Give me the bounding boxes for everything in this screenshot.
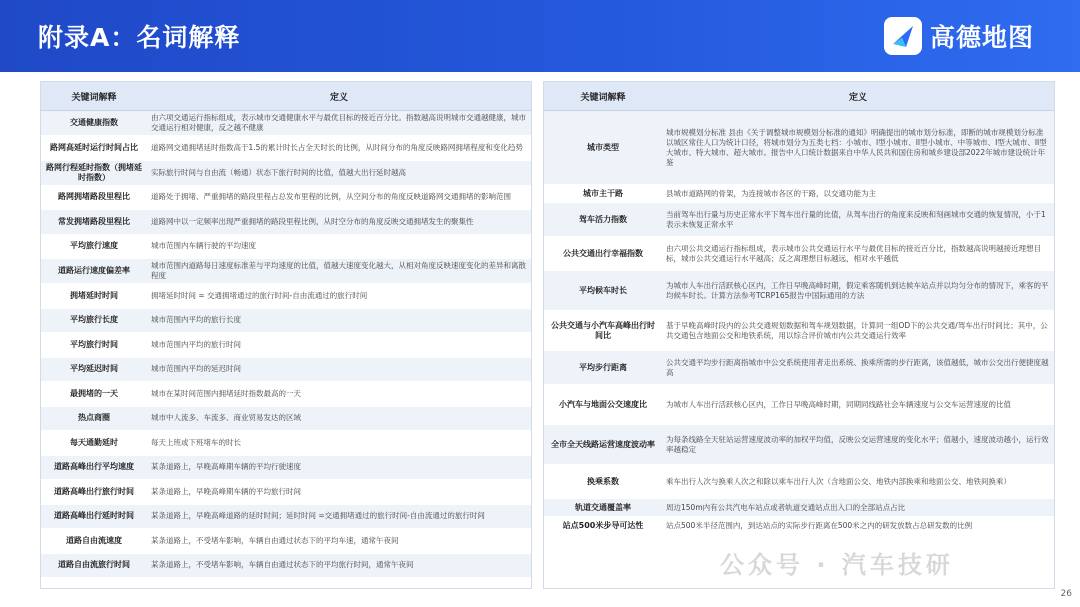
glossary-table-right	[543, 81, 1055, 589]
term-cell: 驾车活力指数	[544, 203, 662, 237]
table-row	[41, 455, 531, 480]
column-header-definition: 定义	[662, 82, 1054, 111]
definition-cell: 城市在某时间范围内拥堵延时指数最高的一天	[147, 382, 531, 407]
table-row	[544, 237, 1054, 271]
table-row	[544, 311, 1054, 351]
definition-cell: 为城市人车出行活跃核心区内，工作日早晚高峰时期，假定乘客随机到达候车站点并以均匀分布的情况下，乘客的平均候车时长。计算方法参考TCRP165报告中国际通用的方法	[662, 271, 1054, 311]
table-row	[41, 357, 531, 382]
table-row	[544, 499, 1054, 517]
term-cell: 交通健康指数	[41, 111, 147, 136]
definition-cell: 为每条线路全天驻站运营速度波动率的加权平均值，反映公交运营速度的变化水平；值越小，速度波动越小，运行效率越稳定	[662, 425, 1054, 465]
term-cell: 站点500米步导可达性	[544, 517, 662, 535]
definition-cell: 实际旅行时间与自由流（畅通）状态下旅行时间的比值，值越大出行延时越高	[147, 160, 531, 185]
definition-cell: 城市规模划分标准 县由《关于调整城市规模划分标准的通知》明确提出的城市划分标准，即断的城市规模划分标准以城区常住人口为统计口径，将城市划分为五类七档：小城市、I型小城市、II型小城市、中等城市、I型大城市、II型大城市、特大城市、超大城市。报告中人口统计数据来自中华人民共和国住房和城乡建设部2022年城市建设统计年鉴	[662, 111, 1054, 185]
table-row	[41, 234, 531, 259]
term-cell: 城市类型	[544, 111, 662, 185]
definition-cell: 拥堵延时时间 = 交通拥堵通过的旅行时间-自由流通过的旅行时间	[147, 284, 531, 309]
definition-cell: 城市范围内平均的旅行长度	[147, 308, 531, 333]
definition-cell: 道路处于拥堵、严重拥堵的路段里程占总发布里程的比例，从空间分布的角度反映道路网交通拥堵的影响范围	[147, 185, 531, 210]
column-header-term: 关键词解释	[41, 82, 147, 111]
term-cell: 常发拥堵路段里程比	[41, 210, 147, 235]
column-header-definition: 定义	[147, 82, 531, 111]
term-cell: 道路自由流旅行时间	[41, 553, 147, 578]
table-row	[41, 185, 531, 210]
definition-cell: 当前驾车出行量与历史正常水平下驾车出行量的比值，从驾车出行的角度来反映和刻画城市交通的恢复情况，小于1表示未恢复正常水平	[662, 203, 1054, 237]
brand-logo	[884, 17, 1034, 55]
definition-cell: 道路网中以一定频率出现严重拥堵的路段里程比例，从时空分布的角度反映交通拥堵发生的聚集性	[147, 210, 531, 235]
brand-name: 高德地图	[930, 23, 1035, 52]
term-cell: 道路高峰出行延时时间	[41, 504, 147, 529]
term-cell: 平均旅行长度	[41, 308, 147, 333]
definition-cell: 每天上班或下班堵车的时长	[147, 431, 531, 456]
table-row	[544, 203, 1054, 237]
page-number: 26	[1060, 589, 1072, 599]
table-row	[544, 271, 1054, 311]
watermark: 公众号 · 汽车技研	[720, 551, 954, 579]
table-row	[41, 308, 531, 333]
term-cell: 平均旅行时间	[41, 333, 147, 358]
term-cell: 平均步行距离	[544, 351, 662, 385]
definition-cell: 城市中人流多、车流多、商业贸易发达的区域	[147, 406, 531, 431]
page-header	[0, 0, 1080, 72]
term-cell: 路网高延时运行时间占比	[41, 136, 147, 161]
definition-cell: 公共交通平均步行距离指城市中公交系统使用者走出系统、换乘所需的步行距离，该值越低，城市公交出行便捷度越高	[662, 351, 1054, 385]
term-cell: 平均候车时长	[544, 271, 662, 311]
table-row	[544, 111, 1054, 185]
term-cell: 平均旅行速度	[41, 234, 147, 259]
table-row	[41, 210, 531, 235]
definition-cell: 城市范围内平均的旅行时间	[147, 333, 531, 358]
table-row	[41, 333, 531, 358]
term-cell: 路网行程延时指数（拥堵延时指数）	[41, 160, 147, 185]
table-row	[544, 517, 1054, 535]
table-row	[41, 480, 531, 505]
definition-cell: 某条道路上，不受堵车影响，车辆自由通过状态下的平均车速，通常午夜间	[147, 529, 531, 554]
table-row	[41, 431, 531, 456]
term-cell: 全市全天线路运营速度波动率	[544, 425, 662, 465]
glossary-table-left	[40, 81, 532, 589]
term-cell: 公共交通出行幸福指数	[544, 237, 662, 271]
definition-cell: 某条道路上，早晚高峰期车辆的平均行驶速度	[147, 455, 531, 480]
definition-cell: 某条道路上，早晚高峰期车辆的平均旅行时间	[147, 480, 531, 505]
definition-cell: 城市范围内平均的延迟时间	[147, 357, 531, 382]
term-cell: 道路自由流速度	[41, 529, 147, 554]
page-title: 附录A：名词解释	[38, 23, 241, 52]
table-row	[41, 529, 531, 554]
term-cell: 拥堵延时时间	[41, 284, 147, 309]
table-row	[544, 425, 1054, 465]
definition-cell: 城市范围内车辆行驶的平均速度	[147, 234, 531, 259]
column-header-term: 关键词解释	[544, 82, 662, 111]
term-cell: 小汽车与地面公交速度比	[544, 385, 662, 425]
definition-cell: 某条道路上，早晚高峰道路的延时时间；延时时间 =交通拥堵通过的旅行时间-自由流通过的旅行时间	[147, 504, 531, 529]
table-row	[544, 351, 1054, 385]
table-row	[544, 185, 1054, 203]
definition-cell: 某条道路上，不受堵车影响，车辆自由通过状态下的平均旅行时间，通常午夜间	[147, 553, 531, 578]
definition-cell: 基于早晚高峰时段内的公共交通规划数据和驾车规划数据，计算同一组OD下的公共交通/驾车出行时间比；其中，公共交通包含地面公交和地铁系统，用以综合评价城市内公共交通运行效率	[662, 311, 1054, 351]
definition-cell: 站点500米半径范围内，到达站点的实际步行距离在500米之内的研发放数占总研发数的比例	[662, 517, 1054, 535]
definition-cell: 由六项公共交通运行指标组成，表示城市公共交通运行水平与最优目标的接近百分比，指数越高说明越接近理想目标，城市公共交通运行水平越高；反之离理想目标越远，相对水平越低	[662, 237, 1054, 271]
table-row	[41, 111, 531, 136]
definition-cell: 乘车出行人次与换乘人次之和除以乘车出行人次（含地面公交、地铁内部换乘和地面公交、地铁间换乘）	[662, 465, 1054, 499]
term-cell: 轨道交通覆盖率	[544, 499, 662, 517]
table-row	[41, 382, 531, 407]
table-row	[544, 465, 1054, 499]
amap-logo-icon	[884, 17, 922, 55]
definition-cell: 为城市人车出行活跃核心区内，工作日早晚高峰时期，同期同线路社会车辆速度与公交车运营速度的比值	[662, 385, 1054, 425]
table-row	[544, 385, 1054, 425]
definition-cell: 周边150m内有公共汽电车站点或者轨道交通站点出入口的全部站点占比	[662, 499, 1054, 517]
term-cell: 道路高峰出行平均速度	[41, 455, 147, 480]
definition-cell: 城市范围内道路每日速度标准差与平均速度的比值，值越大速度变化越大，从相对角度反映速度变化的差异和离散程度	[147, 259, 531, 284]
table-row	[41, 136, 531, 161]
table-row	[41, 259, 531, 284]
term-cell: 公共交通与小汽车高峰出行时间比	[544, 311, 662, 351]
term-cell: 每天通勤延时	[41, 431, 147, 456]
term-cell: 换乘系数	[544, 465, 662, 499]
term-cell: 平均延迟时间	[41, 357, 147, 382]
definition-cell: 县城市道路网的骨架，为连接城市各区的干路，以交通功能为主	[662, 185, 1054, 203]
term-cell: 路网拥堵路段里程比	[41, 185, 147, 210]
term-cell: 城市主干路	[544, 185, 662, 203]
term-cell: 最拥堵的一天	[41, 382, 147, 407]
definition-cell: 道路网交通拥堵延时指数高于1.5的累计时长占全天时长的比例，从时间分布的角度反映路网拥堵程度和变化趋势	[147, 136, 531, 161]
term-cell: 道路运行速度偏差率	[41, 259, 147, 284]
table-row	[41, 406, 531, 431]
table-row	[41, 553, 531, 578]
table-row	[41, 504, 531, 529]
definition-cell: 由六项交通运行指标组成，表示城市交通健康水平与最优目标的接近百分比。指数越高说明城市交通越健康，城市交通运行相对健康，反之越不健康	[147, 111, 531, 136]
term-cell: 热点商圈	[41, 406, 147, 431]
table-row	[41, 160, 531, 185]
term-cell: 道路高峰出行旅行时间	[41, 480, 147, 505]
table-row	[41, 284, 531, 309]
